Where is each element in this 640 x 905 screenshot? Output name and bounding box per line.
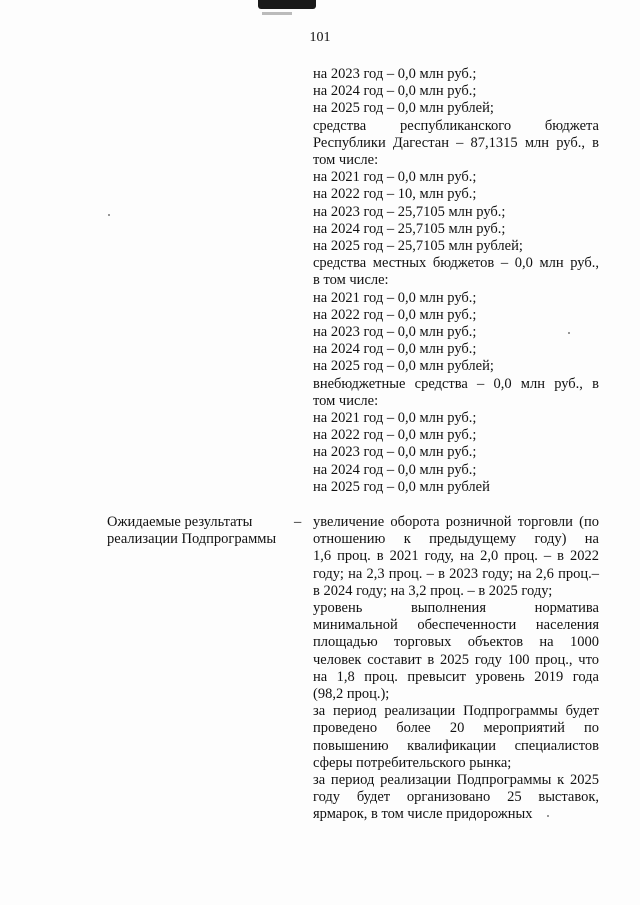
text-line: внебюджетные средства – 0,0 млн руб., в xyxy=(313,375,599,392)
text-line: на 2021 год – 0,0 млн руб.; xyxy=(313,410,477,427)
text-line: за период реализации Подпрограммы к 2025 xyxy=(313,772,599,789)
page-number: 101 xyxy=(309,30,331,45)
text-line: на 2023 год – 0,0 млн руб.; xyxy=(313,444,477,461)
text-line: повышению квалификации специалистов xyxy=(313,737,599,754)
text-line: ярмарок, в том числе придорожных xyxy=(313,806,533,823)
text-line: сферы потребительского рынка; xyxy=(313,754,512,771)
text-line: в том числе: xyxy=(313,272,389,289)
row-dash: – xyxy=(294,514,302,530)
text-line: на 2025 год – 0,0 млн рублей xyxy=(313,478,490,495)
text-line: минимальной обеспеченности населения xyxy=(313,617,599,634)
text-line: средства местных бюджетов – 0,0 млн руб., xyxy=(313,255,599,272)
text-line: Республики Дагестан – 87,1315 млн руб., в xyxy=(313,134,599,151)
text-line: году будет организовано 25 выставок, xyxy=(313,789,599,806)
text-line: на 2022 год – 0,0 млн руб.; xyxy=(313,427,477,444)
scan-speck xyxy=(108,214,110,216)
financing-sources-text xyxy=(313,66,599,496)
text-line: на 2022 год – 10, млн руб.; xyxy=(313,186,477,203)
scan-artifact xyxy=(262,12,292,15)
text-line: на 2024 год – 0,0 млн руб.; xyxy=(313,341,477,358)
text-line: на 2025 год – 0,0 млн рублей; xyxy=(313,358,494,375)
text-line: средства республиканского бюджета xyxy=(313,117,599,134)
expected-results-label: Ожидаемые результаты реализации Подпрограммы xyxy=(107,514,277,548)
text-line: на 2023 год – 0,0 млн руб.; xyxy=(313,66,477,82)
text-line: увеличение оборота розничной торговли (по xyxy=(313,514,599,530)
text-line: (98,2 проц.); xyxy=(313,686,390,703)
text-line: на 2023 год – 0,0 млн руб.; xyxy=(313,324,477,341)
text-line: отношению к предыдущему году) на xyxy=(313,531,599,548)
text-line: на 2021 год – 0,0 млн руб.; xyxy=(313,169,477,186)
scan-speck xyxy=(568,332,570,334)
text-line: проведено более 20 мероприятий по xyxy=(313,720,599,737)
text-line: 1,6 проц. в 2021 году, на 2,0 проц. – в 2022 xyxy=(313,548,599,565)
text-line: на 1,8 проц. превысит уровень 2019 года xyxy=(313,668,599,685)
text-line: на 2024 год – 0,0 млн руб.; xyxy=(313,83,477,100)
text-line: том числе: xyxy=(313,152,379,169)
text-line: на 2021 год – 0,0 млн руб.; xyxy=(313,289,477,306)
text-line: том числе: xyxy=(313,392,379,409)
scan-speck xyxy=(547,815,549,817)
text-line: на 2025 год – 25,7105 млн рублей; xyxy=(313,238,523,255)
text-line: на 2024 год – 25,7105 млн руб.; xyxy=(313,220,506,237)
text-line: площадью торговых объектов на 1000 xyxy=(313,634,599,651)
text-line: на 2024 год – 0,0 млн руб.; xyxy=(313,461,477,478)
expected-results-text xyxy=(313,514,599,824)
text-line: уровень выполнения норматива xyxy=(313,600,599,617)
text-line: за период реализации Подпрограммы будет xyxy=(313,703,599,720)
text-line: на 2023 год – 25,7105 млн руб.; xyxy=(313,203,506,220)
text-line: на 2022 год – 0,0 млн руб.; xyxy=(313,306,477,323)
text-line: году; на 2,3 проц. – в 2023 году; на 2,6 проц.– xyxy=(313,565,599,582)
scan-artifact xyxy=(258,0,316,9)
text-line: в 2024 году; на 3,2 проц. – в 2025 году; xyxy=(313,582,553,599)
text-line: на 2025 год – 0,0 млн рублей; xyxy=(313,100,494,117)
text-line: человек составит в 2025 году 100 проц., что xyxy=(313,651,599,668)
